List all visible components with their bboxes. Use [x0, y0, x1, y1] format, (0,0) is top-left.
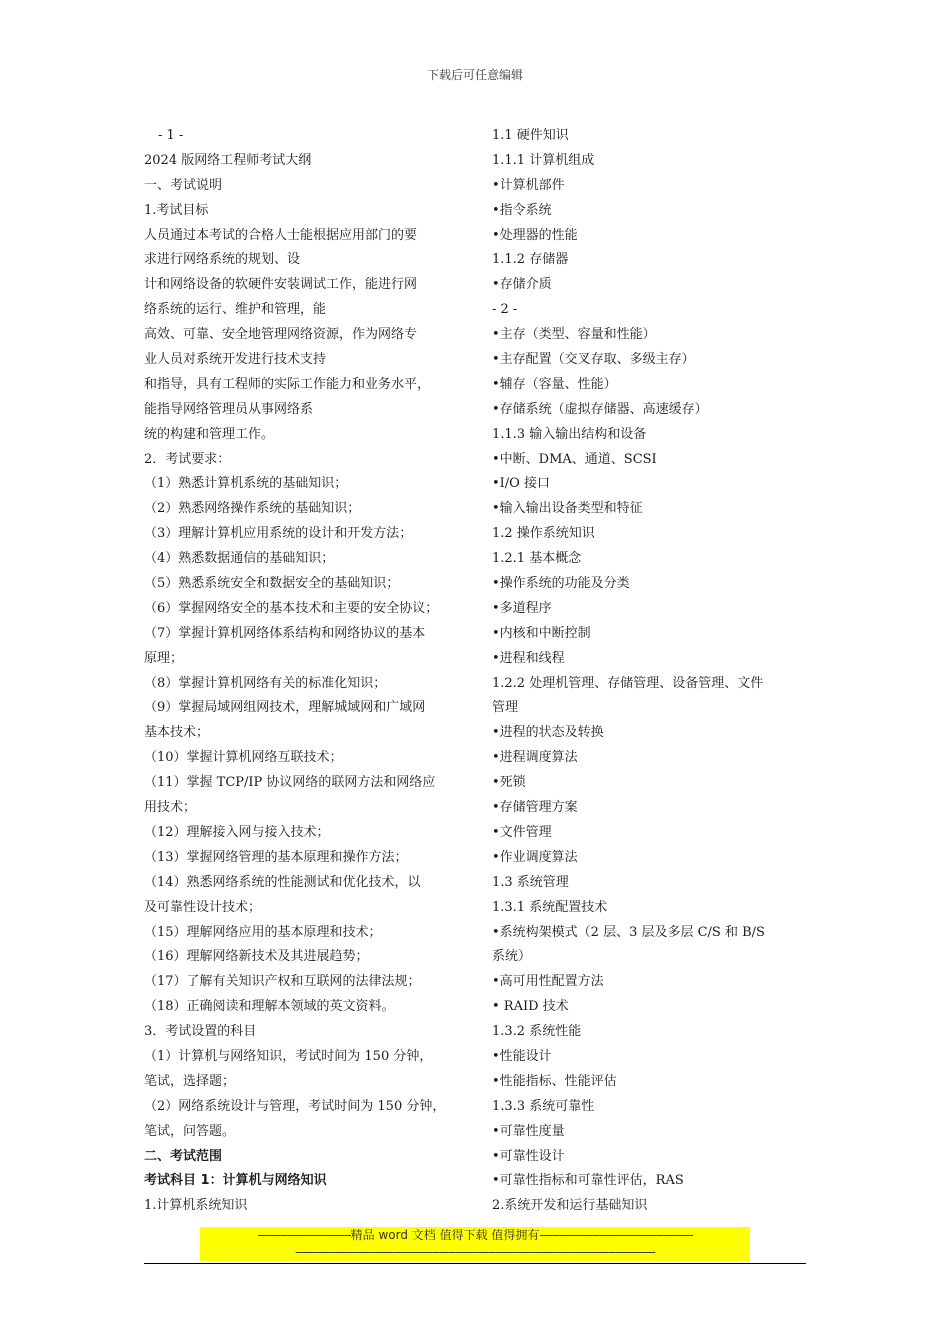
footer-banner-line1 [200, 1227, 750, 1244]
left-column-line: （17）了解有关知识产权和互联网的法律法规； [144, 974, 421, 990]
right-column-line: •输入输出设备类型和特征 [492, 501, 643, 517]
left-column-line: 笔试，选择题； [144, 1073, 236, 1089]
left-column-line: 计和网络设备的软硬件安装调试工作，能进行网 [144, 277, 418, 293]
footer-dash-line: ------------------------------------------------------------------------------------------------------------ [295, 1245, 655, 1259]
footer-dash-right: ---------------------------------------------- [539, 1228, 693, 1242]
right-column-line: •主存（类型、容量和性能） [492, 327, 656, 343]
right-column-line: •可靠性设计 [492, 1148, 565, 1164]
left-column-line: （2）熟悉网络操作系统的基础知识； [144, 501, 361, 517]
right-column-line: 管理 [492, 700, 519, 716]
left-column-line: 求进行网络系统的规划、设 [144, 252, 301, 268]
footer-banner-text: 精品 word 文档 值得下载 值得拥有 [350, 1228, 540, 1242]
left-column-line: （5）熟悉系统安全和数据安全的基础知识； [144, 576, 400, 592]
right-column-line: - 2 - [492, 302, 518, 318]
left-column-line: （1）计算机与网络知识，考试时间为 150 分钟， [144, 1048, 433, 1064]
left-column-line: 基本技术； [144, 725, 210, 741]
left-column-line: 二、考试范围 [144, 1148, 223, 1164]
left-column-line: （12）理解接入网与接入技术； [144, 824, 330, 840]
right-column-line: •存储介质 [492, 277, 552, 293]
right-column-line: •主存配置（交叉存取、多级主存） [492, 352, 695, 368]
left-column-line: 用技术； [144, 800, 197, 816]
left-column-line: 1.考试目标 [144, 202, 209, 218]
footer-banner [200, 1227, 750, 1261]
right-column-line: •操作系统的功能及分类 [492, 576, 630, 592]
left-column-line: 3．考试设置的科目 [144, 1024, 257, 1040]
left-column-line: 一、考试说明 [144, 177, 223, 193]
right-column-line: 1.1.3 输入输出结构和设备 [492, 426, 647, 442]
right-column-line: •指令系统 [492, 202, 552, 218]
right-column-line: •作业调度算法 [492, 849, 578, 865]
right-column-line: •进程和线程 [492, 650, 565, 666]
left-column-line: （15）理解网络应用的基本原理和技术； [144, 924, 382, 940]
right-column-line: •性能指标、性能评估 [492, 1073, 617, 1089]
left-column-line: 高效、可靠、安全地管理网络资源，作为网络专 [144, 327, 418, 343]
right-column-line: 系统） [492, 949, 532, 965]
right-column-line: •中断、DMA、通道、SCSI [492, 451, 657, 467]
right-column-line: •内核和中断控制 [492, 625, 591, 641]
left-column-line: （13）掌握网络管理的基本原理和操作方法； [144, 849, 408, 865]
right-column-line: 1.1.2 存储器 [492, 252, 569, 268]
left-column-line: 统的构建和管理工作。 [144, 426, 275, 442]
left-column-line: 2．考试要求： [144, 451, 231, 467]
right-column-line: •可靠性指标和可靠性评估，RAS [492, 1173, 684, 1189]
left-column-line: 及可靠性设计技术； [144, 899, 262, 915]
right-column-line: 1.1.1 计算机组成 [492, 152, 595, 168]
left-column-line: （11）掌握 TCP/IP 协议网络的联网方法和网络应 [144, 775, 436, 791]
right-column-line: 1.3.2 系统性能 [492, 1024, 582, 1040]
right-column-line: 1.3.1 系统配置技术 [492, 899, 608, 915]
left-column-line: （2）网络系统设计与管理，考试时间为 150 分钟， [144, 1098, 446, 1114]
right-column-line: •I/O 接口 [492, 476, 550, 492]
left-column-line: （7）掌握计算机网络体系结构和网络协议的基本 [144, 625, 426, 641]
right-column-line: •文件管理 [492, 824, 552, 840]
left-column-line: （9）掌握局域网组网技术，理解城域网和广域网 [144, 700, 426, 716]
left-column [144, 124, 474, 1219]
right-column-line: •高可用性配置方法 [492, 974, 604, 990]
footer-dash-left: ---------------------------- [257, 1228, 351, 1242]
footer-banner-line2 [200, 1244, 750, 1261]
right-column-line: •存储系统（虚拟存储器、高速缓存） [492, 401, 708, 417]
right-column-line: •系统构架模式（2 层、3 层及多层 C/S 和 B/S [492, 924, 765, 940]
right-column-line: •计算机部件 [492, 177, 565, 193]
left-column-line: （3）理解计算机应用系统的设计和开发方法； [144, 526, 413, 542]
right-column-line: 1.2.2 处理机管理、存储管理、设备管理、文件 [492, 675, 764, 691]
left-column-line: 络系统的运行、维护和管理，能 [144, 302, 327, 318]
left-column-line: （10）掌握计算机网络互联技术； [144, 750, 343, 766]
left-column-line: 人员通过本考试的合格人士能根据应用部门的要 [144, 227, 418, 243]
right-column-line: •性能设计 [492, 1048, 552, 1064]
left-column-line: （8）掌握计算机网络有关的标准化知识； [144, 675, 387, 691]
right-column-line: 2.系统开发和运行基础知识 [492, 1198, 648, 1214]
right-column-line: •多道程序 [492, 600, 552, 616]
right-column-line: •进程的状态及转换 [492, 725, 604, 741]
right-column-line: •辅存（容量、性能） [492, 376, 617, 392]
right-column-line: •死锁 [492, 775, 526, 791]
left-column-line: 和指导，具有工程师的实际工作能力和业务水平， [144, 376, 431, 392]
right-column-line: • RAID 技术 [492, 999, 569, 1015]
left-column-line: 1.计算机系统知识 [144, 1198, 248, 1214]
right-column-line: •处理器的性能 [492, 227, 578, 243]
left-column-line: （6）掌握网络安全的基本技术和主要的安全协议； [144, 600, 439, 616]
left-column-line: 原理； [144, 650, 184, 666]
right-column-line: 1.3.3 系统可靠性 [492, 1098, 595, 1114]
right-column-line: •进程调度算法 [492, 750, 578, 766]
right-column [492, 124, 804, 1219]
right-column-line: 1.1 硬件知识 [492, 128, 569, 143]
left-column-line: 笔试，问答题。 [144, 1123, 236, 1139]
right-column-line: 1.2 操作系统知识 [492, 526, 595, 542]
left-column-line: （16）理解网络新技术及其进展趋势； [144, 949, 369, 965]
left-column-line: - 1 - [158, 128, 184, 143]
page-header: 下载后可任意编辑 [426, 68, 523, 82]
left-column-line: （4）熟悉数据通信的基础知识； [144, 551, 335, 567]
footer-rule [144, 1263, 806, 1264]
right-column-line: 1.2.1 基本概念 [492, 551, 582, 567]
left-column-line: 考试科目 1：计算机与网络知识 [144, 1173, 327, 1189]
right-column-line: •存储管理方案 [492, 800, 578, 816]
left-column-line: 业人员对系统开发进行技术支持 [144, 352, 327, 368]
left-column-line: （1）熟悉计算机系统的基础知识； [144, 476, 348, 492]
right-column-line: 1.3 系统管理 [492, 874, 569, 890]
right-column-line: •可靠性度量 [492, 1123, 565, 1139]
left-column-line: （14）熟悉网络系统的性能测试和优化技术，以 [144, 874, 421, 890]
left-column-line: 2024 版网络工程师考试大纲 [144, 152, 312, 168]
left-column-line: （18）正确阅读和理解本领域的英文资料。 [144, 999, 395, 1015]
left-column-line: 能指导网络管理员从事网络系 [144, 401, 314, 417]
